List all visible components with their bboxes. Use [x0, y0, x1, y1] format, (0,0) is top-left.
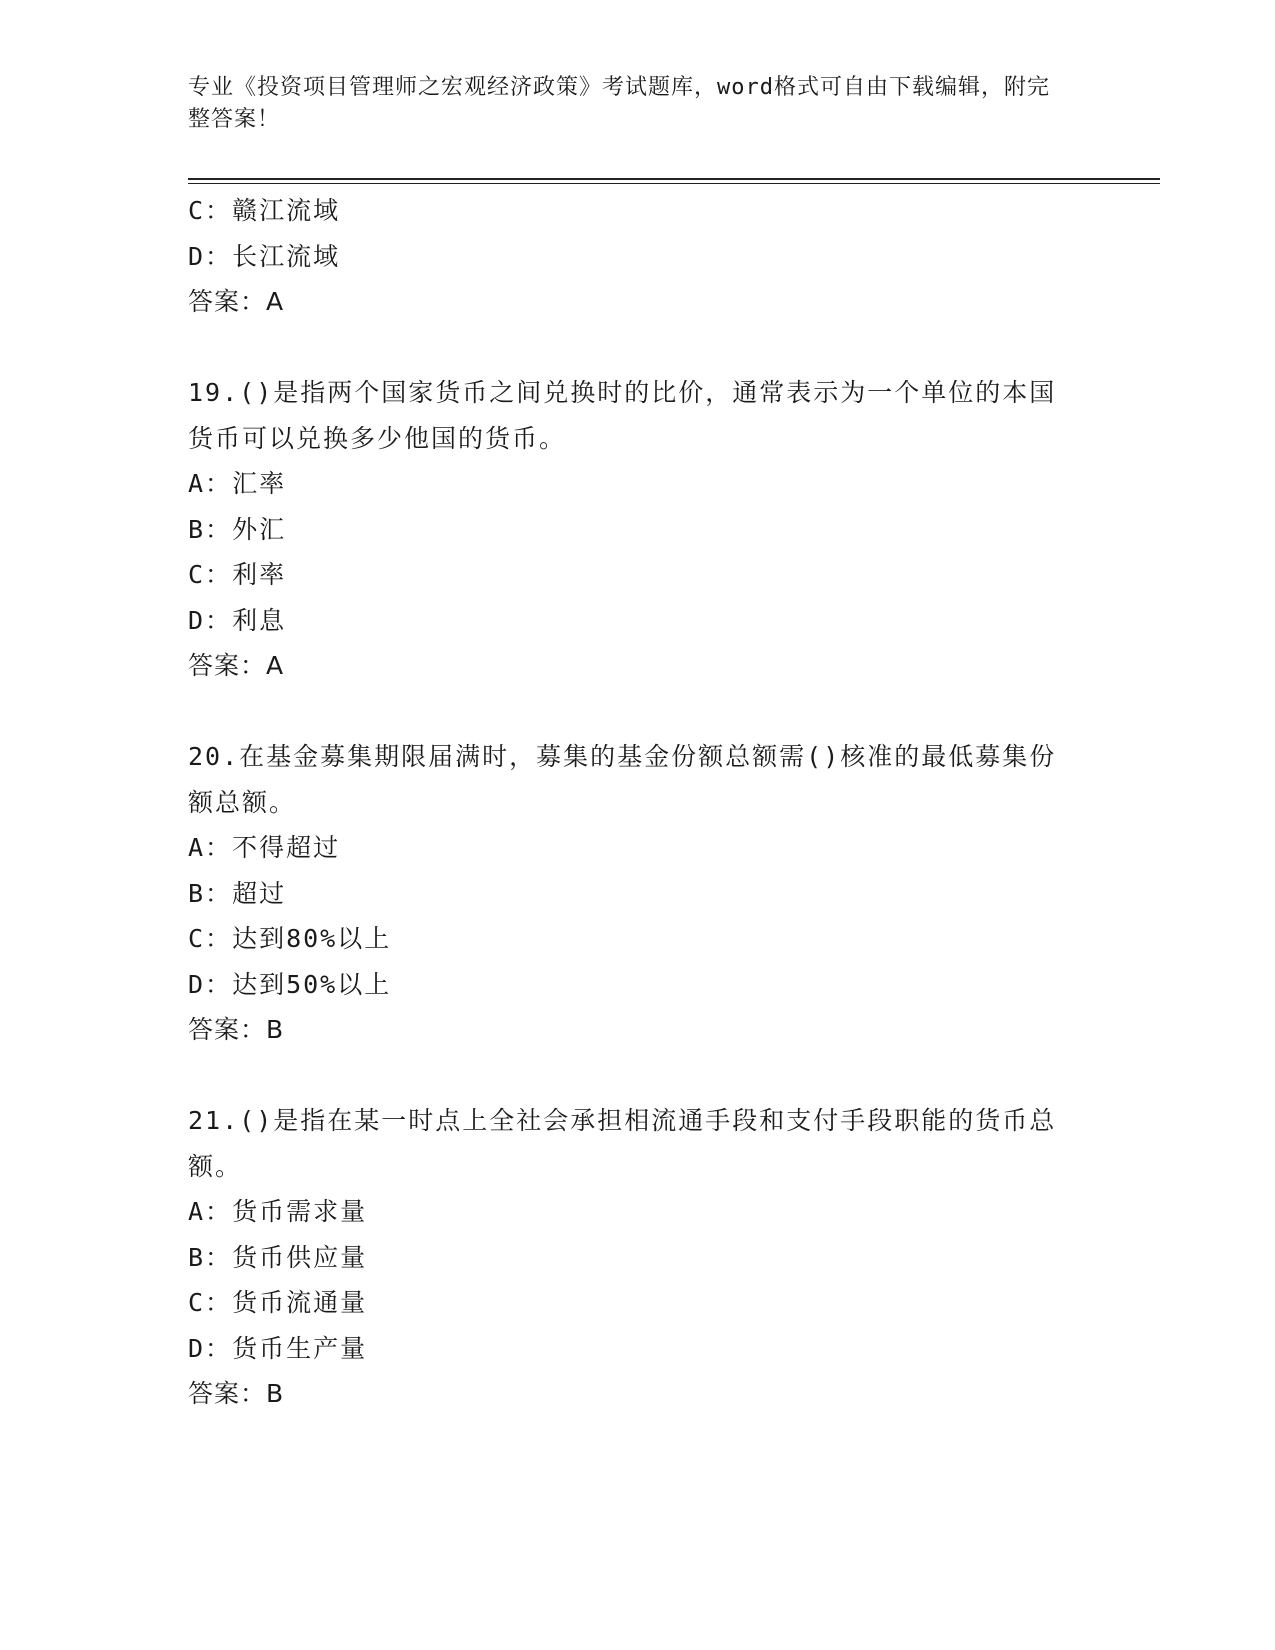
question-20	[188, 734, 1068, 1053]
option-a	[188, 461, 1068, 507]
option-c	[188, 188, 1068, 234]
option-letter: B：	[188, 514, 233, 544]
option-d	[188, 962, 1068, 1008]
option-b	[188, 1235, 1068, 1281]
option-text: 外汇	[232, 514, 287, 544]
answer-line: 答案：B	[188, 1015, 285, 1044]
option-b	[188, 507, 1068, 553]
option-text: 货币流通量	[232, 1288, 368, 1317]
option-d	[188, 234, 1068, 280]
option-a	[188, 825, 1068, 871]
question-21	[188, 1098, 1068, 1417]
option-letter: C：	[188, 196, 233, 225]
option-letter: A：	[188, 833, 233, 862]
option-text: 不得超过	[232, 833, 341, 862]
option-text: 利率	[232, 560, 287, 589]
spacer	[188, 689, 1068, 735]
question-stem: 20.在基金募集期限届满时，募集的基金份额总额需()核准的最低募集份额总额。	[188, 742, 1057, 817]
option-text: 赣江流域	[232, 196, 341, 225]
option-letter: A：	[188, 469, 233, 498]
option-text: 货币需求量	[232, 1197, 368, 1226]
option-text: 货币生产量	[232, 1333, 368, 1363]
option-c	[188, 552, 1068, 598]
page-header: 专业《投资项目管理师之宏观经济政策》考试题库，word格式可自由下载编辑，附完整答案！	[188, 75, 1050, 132]
question-list	[188, 188, 1068, 1417]
option-text: 超过	[232, 878, 287, 908]
option-text: 长江流域	[232, 241, 341, 271]
option-c	[188, 1280, 1068, 1326]
option-letter: D：	[188, 1333, 233, 1363]
option-c	[188, 916, 1068, 962]
option-text: 汇率	[232, 469, 287, 498]
header-divider	[188, 178, 1160, 184]
continued-question	[188, 188, 1068, 325]
spacer	[188, 1053, 1068, 1099]
answer-line: 答案：A	[188, 651, 285, 680]
question-stem: 19.()是指两个国家货币之间兑换时的比价，通常表示为一个单位的本国货币可以兑换多少他国的货币。	[188, 378, 1057, 453]
answer-line: 答案：A	[188, 287, 285, 316]
question-19	[188, 370, 1068, 689]
option-letter: C：	[188, 1288, 233, 1317]
option-letter: D：	[188, 969, 233, 999]
option-d	[188, 1326, 1068, 1372]
option-letter: B：	[188, 878, 233, 908]
option-d	[188, 598, 1068, 644]
option-a	[188, 1189, 1068, 1235]
option-letter: D：	[188, 605, 233, 635]
option-letter: D：	[188, 241, 233, 271]
option-text: 达到50%以上	[232, 969, 392, 999]
option-text: 达到80%以上	[232, 924, 392, 953]
option-letter: A：	[188, 1197, 233, 1226]
answer-line: 答案：B	[188, 1379, 285, 1408]
option-letter: C：	[188, 924, 233, 953]
spacer	[188, 325, 1068, 371]
option-letter: C：	[188, 560, 233, 589]
option-letter: B：	[188, 1242, 233, 1272]
option-b	[188, 871, 1068, 917]
option-text: 货币供应量	[232, 1242, 368, 1272]
question-stem: 21.()是指在某一时点上全社会承担相流通手段和支付手段职能的货币总额。	[188, 1106, 1057, 1181]
option-text: 利息	[232, 605, 287, 635]
